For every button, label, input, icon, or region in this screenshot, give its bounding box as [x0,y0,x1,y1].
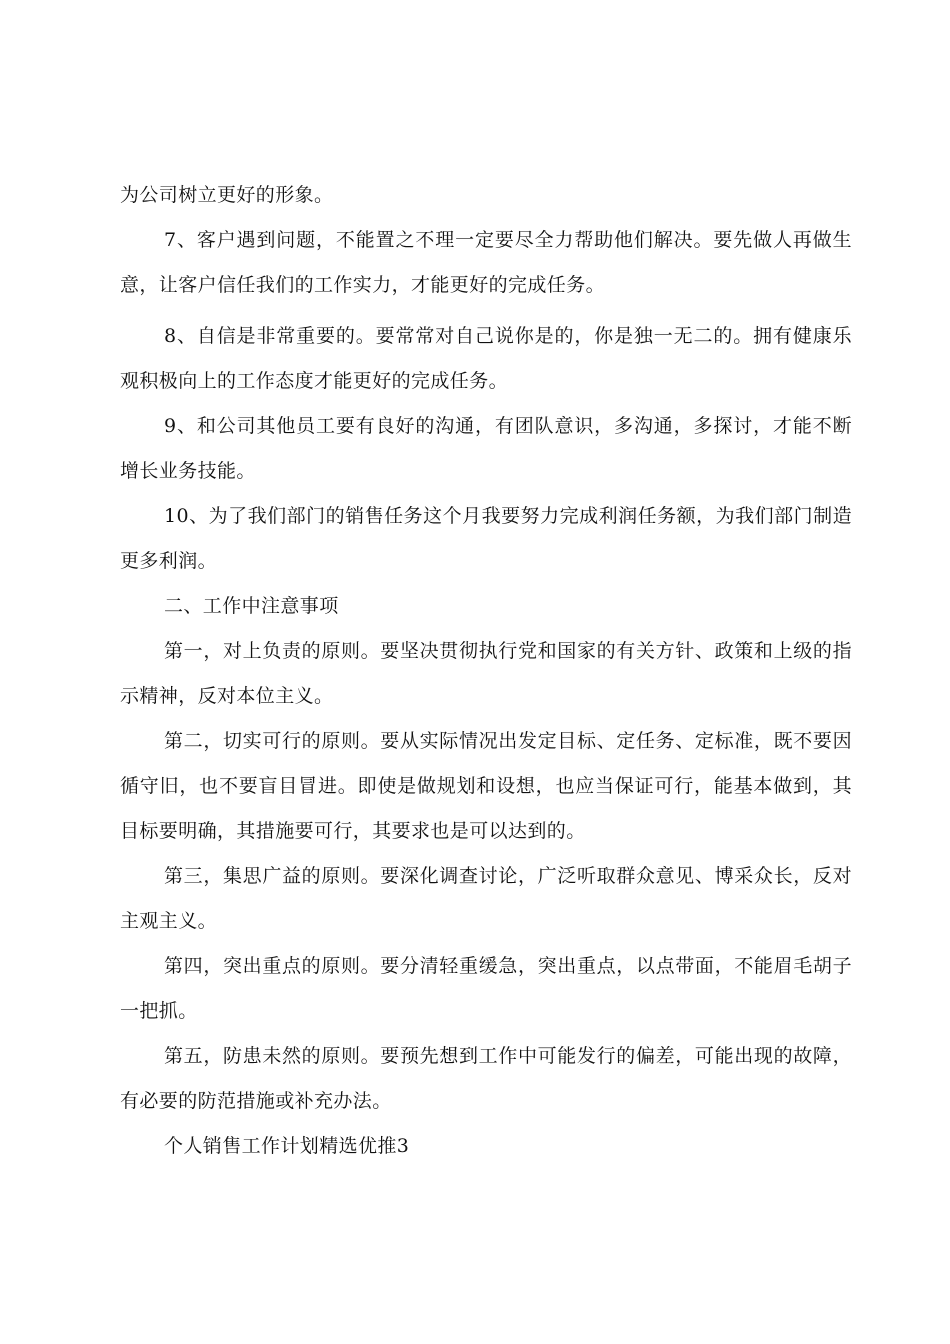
principle-2: 第二，切实可行的原则。要从实际情况出发定目标、定任务、定标准，既不要因循守旧，也不要盲目冒进。即使是做规划和设想，也应当保证可行，能基本做到，其目标要明确，其措施要可行，其要求也是可以达到的。 [120,730,852,842]
paragraph-item-8: 8、自信是非常重要的。要常常对自己说你是的，你是独一无二的。拥有健康乐观积极向上的工作态度才能更好的完成任务。 [120,325,852,392]
principle-5: 第五，防患未然的原则。要预先想到工作中可能发行的偏差，可能出现的故障，有必要的防范措施或补充办法。 [120,1045,852,1112]
principle-1: 第一，对上负责的原则。要坚决贯彻执行党和国家的有关方针、政策和上级的指示精神，反对本位主义。 [120,640,852,707]
section-heading-2: 二、工作中注意事项 [164,595,339,617]
document-page [120,173,852,1169]
paragraph-item-9: 9、和公司其他员工要有良好的沟通，有团队意识，多沟通，多探讨，才能不断增长业务技能。 [120,415,852,482]
next-section-title: 个人销售工作计划精选优推3 [164,1135,410,1157]
paragraph-continuation: 为公司树立更好的形象。 [120,184,334,206]
principle-3: 第三，集思广益的原则。要深化调查讨论，广泛听取群众意见、博采众长，反对主观主义。 [120,865,852,932]
principle-4: 第四，突出重点的原则。要分清轻重缓急，突出重点，以点带面，不能眉毛胡子一把抓。 [120,955,852,1022]
paragraph-item-10: 10、为了我们部门的销售任务这个月我要努力完成利润任务额，为我们部门制造更多利润。 [120,505,852,572]
paragraph-item-7: 7、客户遇到问题，不能置之不理一定要尽全力帮助他们解决。要先做人再做生意，让客户信任我们的工作实力，才能更好的完成任务。 [120,229,852,296]
